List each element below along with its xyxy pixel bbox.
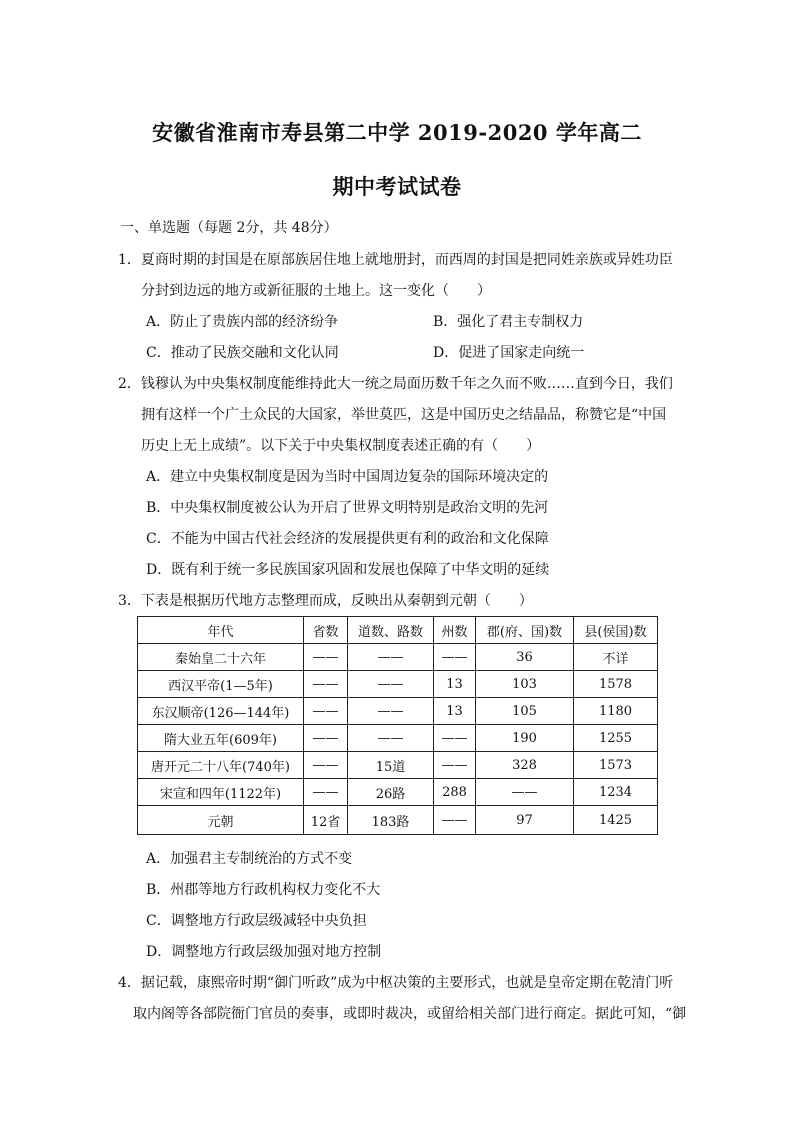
q2-option-d: D．既有利于统一多民族国家巩固和发展也保障了中华文明的延续 — [146, 562, 550, 578]
admin-divisions-table — [137, 616, 658, 835]
table-row — [138, 671, 658, 698]
q1-stem-line1: 1．夏商时期的封国是在原部族居住地上就地册封，而西周的封国是把同姓亲族或异姓功臣 — [118, 252, 673, 268]
q3-option-d: D．调整地方行政层级加强对地方控制 — [146, 944, 382, 960]
table-cell: —— — [434, 806, 476, 835]
table-cell: —— — [304, 752, 348, 779]
q2-option-b: B．中央集权制度被公认为开启了世界文明特别是政治文明的先河 — [146, 500, 549, 516]
exam-title-line2: 期中考试试卷 — [332, 174, 462, 199]
q4-stem-line2: 取内阁等各部院衙门官员的奏事，或即时裁决，或留给相关部门进行商定。据此可知，“御 — [133, 1006, 687, 1022]
table-cell: 36 — [476, 644, 574, 671]
table-cell: —— — [348, 671, 434, 698]
header-counties: 县(侯国)数 — [574, 617, 658, 644]
table-cell: 183路 — [348, 806, 434, 835]
table-cell: 1425 — [574, 806, 658, 835]
table-cell: 190 — [476, 725, 574, 752]
table-cell: 1573 — [574, 752, 658, 779]
table-cell: —— — [304, 671, 348, 698]
table-cell: 秦始皇二十六年 — [138, 644, 304, 671]
table-cell: —— — [348, 644, 434, 671]
table-cell: —— — [304, 644, 348, 671]
q1-option-d: D．促进了国家走向统一 — [433, 345, 585, 361]
table-cell: 103 — [476, 671, 574, 698]
table-cell: —— — [434, 752, 476, 779]
table-cell: 1578 — [574, 671, 658, 698]
table-cell: —— — [304, 698, 348, 725]
q1-option-a: A．防止了贵族内部的经济纷争 — [146, 314, 339, 330]
table-cell: 不详 — [574, 644, 658, 671]
table-cell: —— — [434, 725, 476, 752]
table-cell: 12省 — [304, 806, 348, 835]
table-cell: 1255 — [574, 725, 658, 752]
table-cell: 13 — [434, 671, 476, 698]
q1-option-c: C．推动了民族交融和文化认同 — [146, 345, 339, 361]
table-row — [138, 698, 658, 725]
table-cell: 13 — [434, 698, 476, 725]
table-row — [138, 752, 658, 779]
q2-option-a: A．建立中央集权制度是因为当时中国周边复杂的国际环境决定的 — [146, 469, 549, 485]
table-row — [138, 806, 658, 835]
q3-option-b: B．州郡等地方行政机构权力变化不大 — [146, 882, 381, 898]
table-cell: —— — [348, 698, 434, 725]
table-cell: 元朝 — [138, 806, 304, 835]
table-cell: —— — [476, 779, 574, 806]
q3-option-a: A．加强君主专制统治的方式不变 — [146, 851, 353, 867]
table-cell: 1234 — [574, 779, 658, 806]
table-cell: 隋大业五年(609年) — [138, 725, 304, 752]
header-commanderies: 郡(府、国)数 — [476, 617, 574, 644]
q2-option-c: C．不能为中国古代社会经济的发展提供更有利的政治和文化保障 — [146, 531, 549, 547]
header-provinces: 省数 — [304, 617, 348, 644]
q2-stem-line2: 拥有这样一个广土众民的大国家，举世莫匹，这是中国历史之结晶品，称赞它是“中国 — [141, 407, 667, 423]
table-row — [138, 644, 658, 671]
table-cell: 97 — [476, 806, 574, 835]
table-cell: —— — [348, 725, 434, 752]
header-era: 年代 — [138, 617, 304, 644]
header-prefectures: 州数 — [434, 617, 476, 644]
table-cell: 西汉平帝(1—5年) — [138, 671, 304, 698]
table-row — [138, 725, 658, 752]
q3-option-c: C．调整地方行政层级减轻中央负担 — [146, 913, 367, 929]
q2-stem-line3: 历史上无上成绩”。以下关于中央集权制度表述正确的有（ ） — [141, 438, 541, 454]
table-cell: 15道 — [348, 752, 434, 779]
table-cell: 1180 — [574, 698, 658, 725]
table-cell: —— — [304, 725, 348, 752]
q2-stem-line1: 2．钱穆认为中央集权制度能维持此大一统之局面历数千年之久而不败……直到今日，我们 — [118, 376, 673, 392]
table-cell: 宋宣和四年(1122年) — [138, 779, 304, 806]
table-row — [138, 779, 658, 806]
q1-stem-line2: 分封到边远的地方或新征服的土地上。这一变化（ ） — [141, 283, 491, 299]
section-heading: 一、单选题（每题 2分，共 48分） — [120, 220, 338, 236]
q3-stem: 3．下表是根据历代地方志整理而成，反映出从秦朝到元朝（ ） — [118, 593, 533, 609]
table-cell: —— — [304, 779, 348, 806]
q1-option-b: B．强化了君主专制权力 — [433, 314, 584, 330]
exam-title-line1: 安徽省淮南市寿县第二中学 2019-2020 学年高二 — [152, 120, 642, 145]
table-cell: 105 — [476, 698, 574, 725]
table-cell: 288 — [434, 779, 476, 806]
table-cell: 东汉顺帝(126—144年) — [138, 698, 304, 725]
header-circuits: 道数、路数 — [348, 617, 434, 644]
q4-stem-line1: 4．据记载，康熙帝时期“御门听政”成为中枢决策的主要形式，也就是皇帝定期在乾清门听 — [118, 975, 674, 991]
table-cell: 唐开元二十八年(740年) — [138, 752, 304, 779]
table-cell: —— — [434, 644, 476, 671]
table-cell: 26路 — [348, 779, 434, 806]
table-cell: 328 — [476, 752, 574, 779]
table-header-row — [138, 617, 658, 644]
